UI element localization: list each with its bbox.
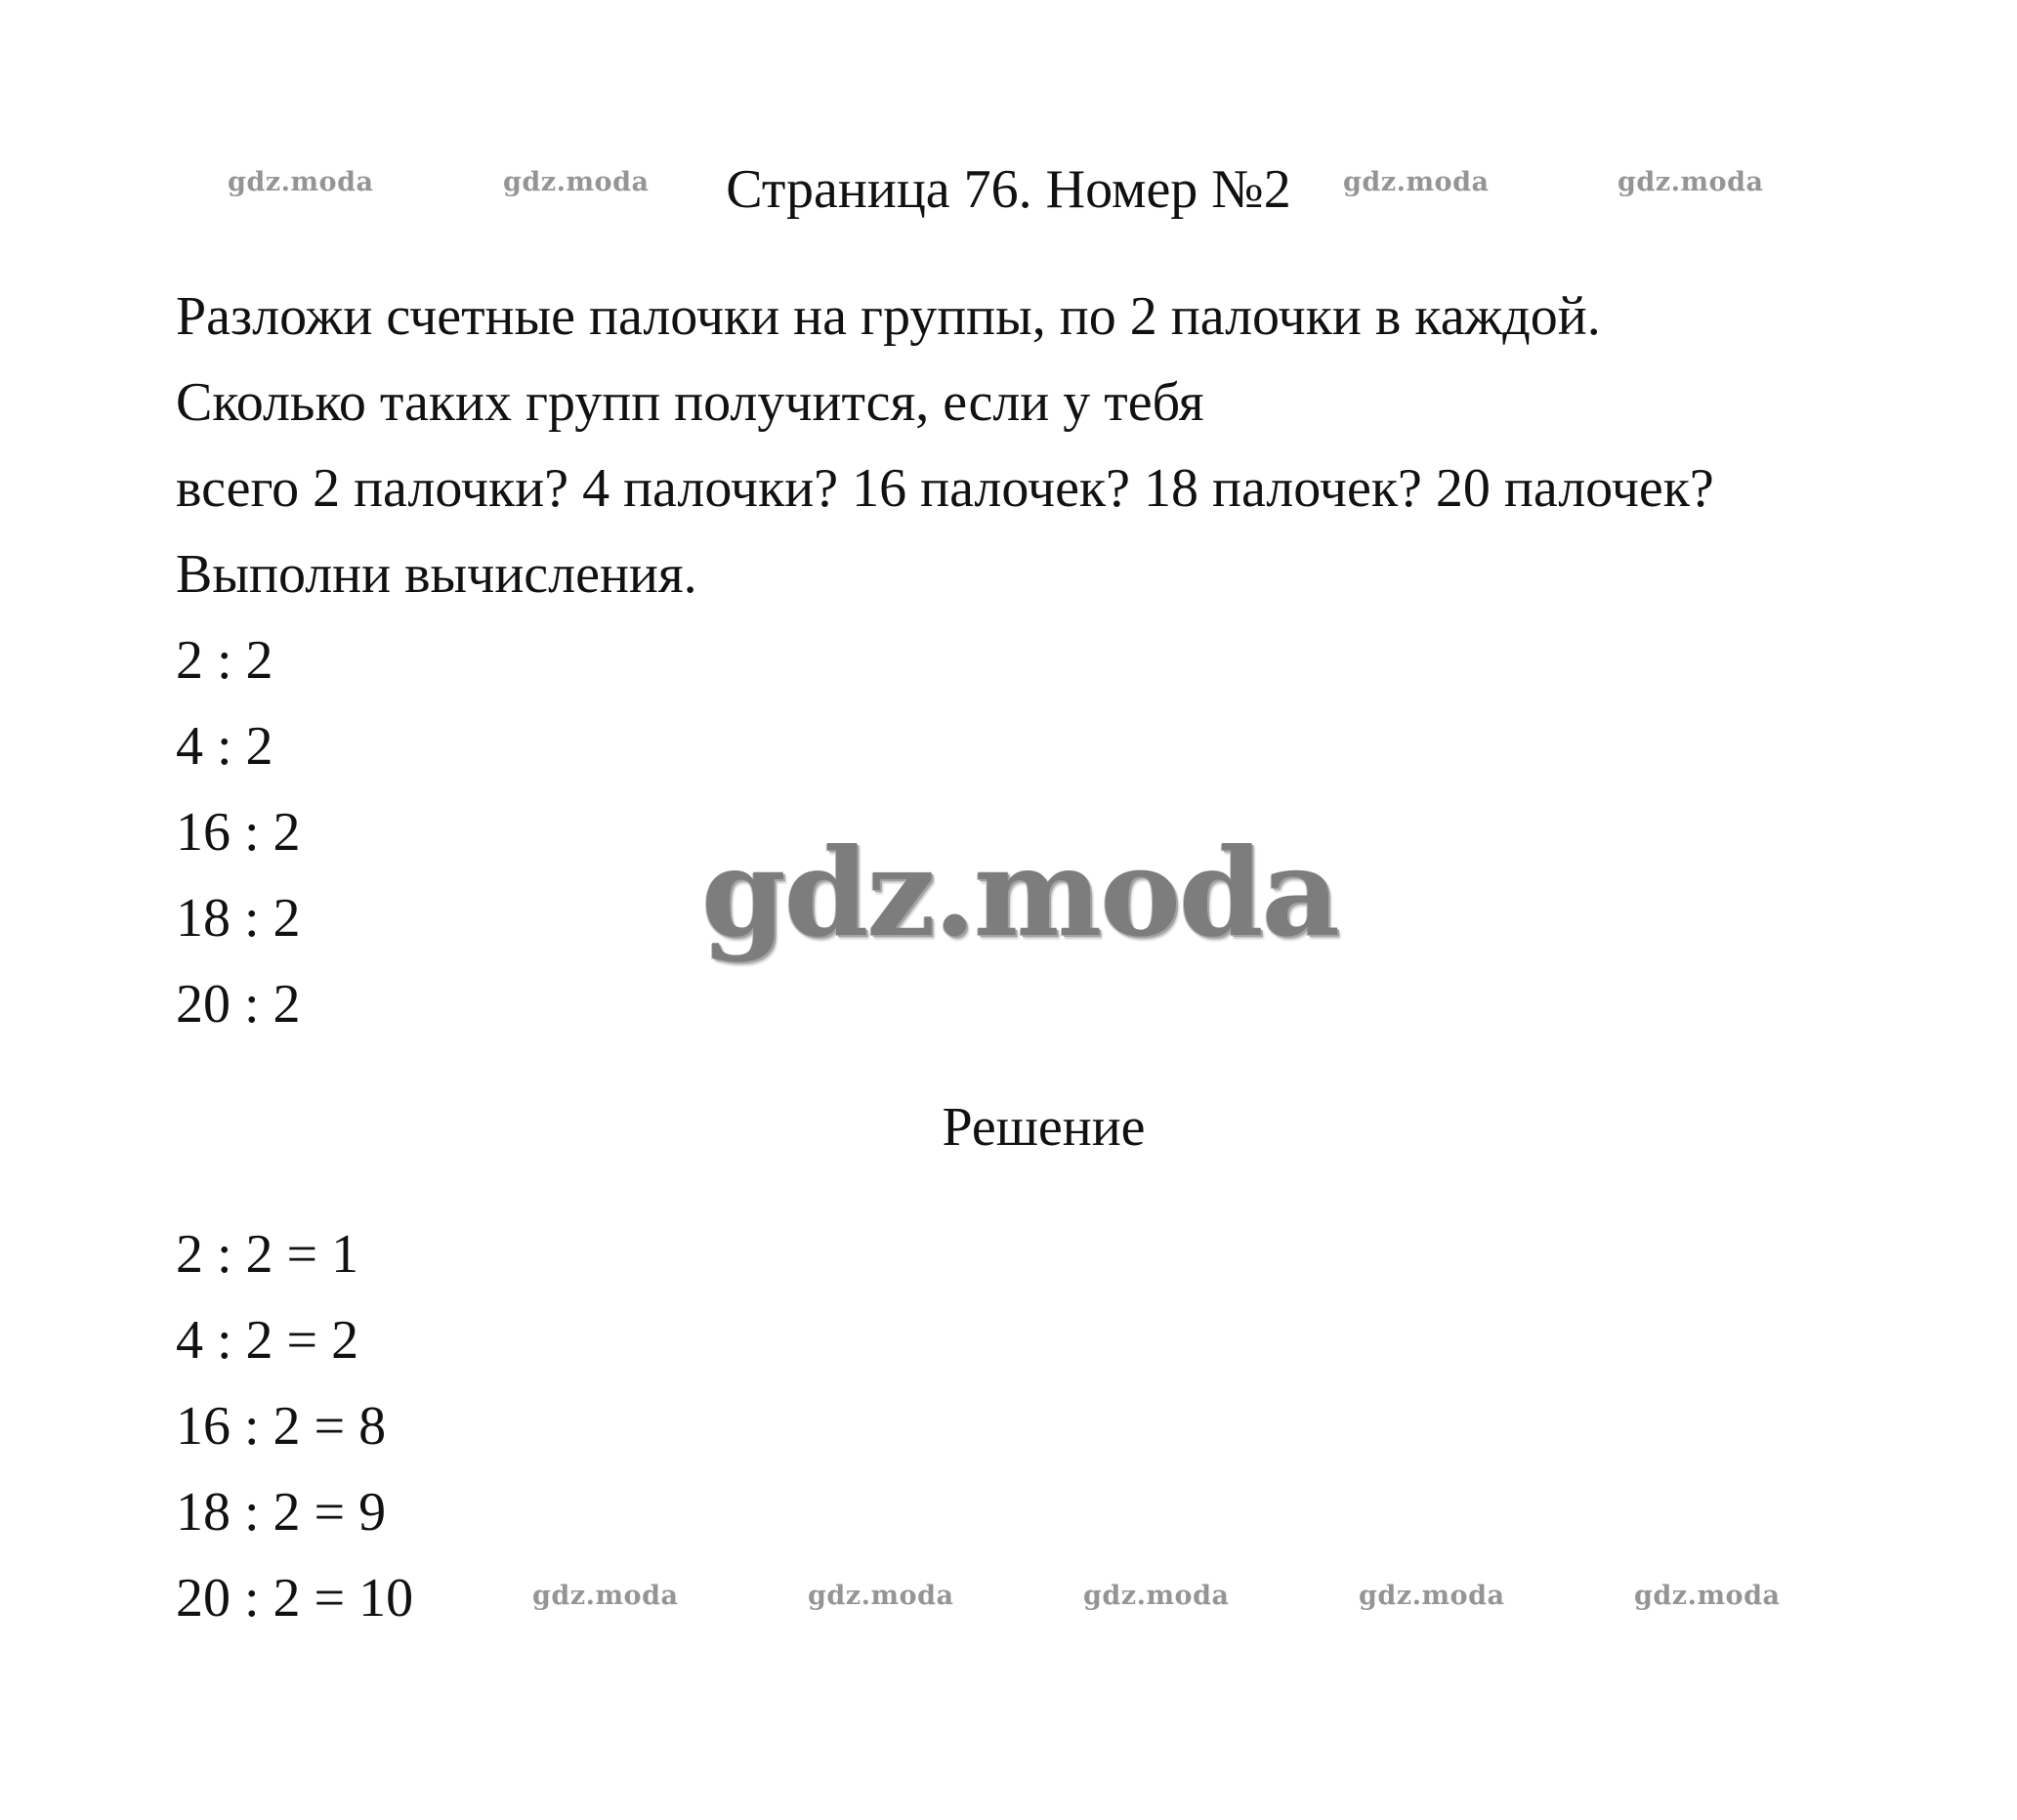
watermark-top-1: gdz.moda	[228, 167, 374, 197]
watermark-bottom-1: gdz.moda	[532, 1581, 679, 1611]
solution-answer-1: 2 : 2 = 1	[176, 1224, 359, 1285]
page-title: Страница 76. Номер №2	[726, 159, 1291, 220]
watermark-center: gdz.moda	[701, 823, 1338, 964]
task-expression-3: 16 : 2	[176, 802, 301, 863]
task-expression-2: 4 : 2	[176, 716, 273, 777]
task-line-3: всего 2 палочки? 4 палочки? 16 палочек? 18 палочек? 20 палочек?	[176, 458, 1714, 519]
solution-answer-2: 4 : 2 = 2	[176, 1310, 359, 1371]
solution-answer-3: 16 : 2 = 8	[176, 1396, 387, 1457]
task-expression-1: 2 : 2	[176, 630, 273, 691]
watermark-top-2: gdz.moda	[503, 167, 650, 197]
solution-heading: Решение	[942, 1097, 1146, 1158]
watermark-top-4: gdz.moda	[1618, 167, 1764, 197]
task-line-2: Сколько таких групп получится, если у тебя	[176, 372, 1204, 433]
task-line-4: Выполни вычисления.	[176, 544, 697, 605]
watermark-bottom-4: gdz.moda	[1359, 1581, 1505, 1611]
watermark-top-3: gdz.moda	[1343, 167, 1490, 197]
task-line-1: Разложи счетные палочки на группы, по 2 палочки в каждой.	[176, 286, 1601, 347]
task-expression-5: 20 : 2	[176, 974, 301, 1035]
watermark-bottom-3: gdz.moda	[1083, 1581, 1230, 1611]
watermark-bottom-5: gdz.moda	[1634, 1581, 1781, 1611]
solution-answer-4: 18 : 2 = 9	[176, 1482, 387, 1543]
task-expression-4: 18 : 2	[176, 888, 301, 949]
solution-answer-5: 20 : 2 = 10	[176, 1568, 414, 1629]
watermark-bottom-2: gdz.moda	[808, 1581, 954, 1611]
